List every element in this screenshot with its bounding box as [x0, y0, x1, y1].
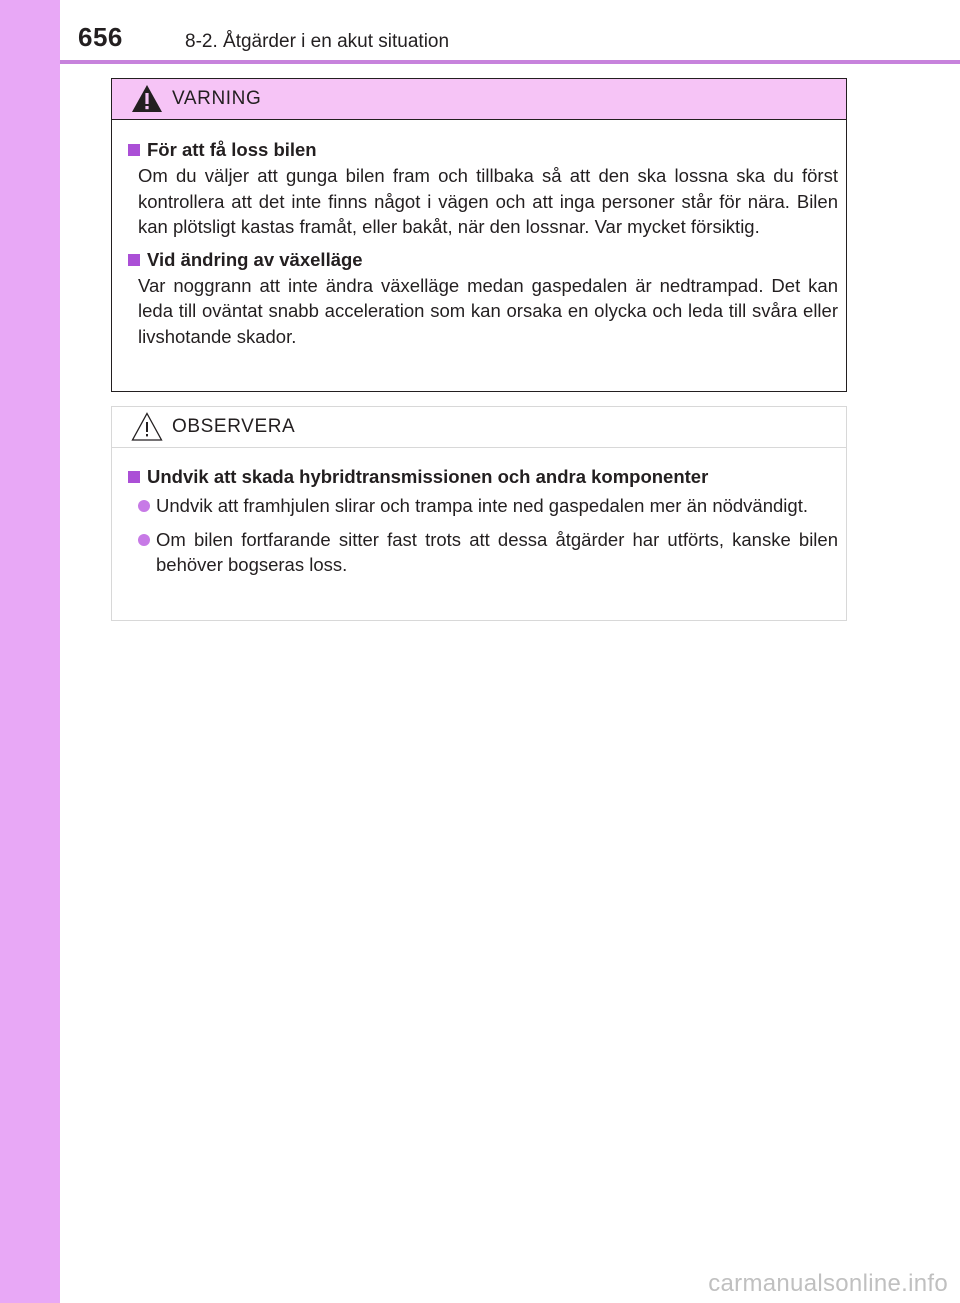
notice-triangle-icon	[130, 411, 164, 443]
bullet-text: Undvik att framhjulen slirar och trampa inte ned gaspedalen mer än nödvändigt.	[156, 495, 808, 516]
warning-triangle-icon	[130, 83, 164, 115]
section-heading: Undvik att skada hybridtransmissionen och andra komponenter	[147, 466, 709, 487]
notice-title: OBSERVERA	[172, 416, 296, 437]
square-marker-icon	[128, 144, 140, 156]
section-text: Var noggrann att inte ändra växelläge medan gaspedalen är nedtrampad. Det kan leda till oväntat snabb acceleration som kan orsaka en olycka och leda till svåra eller livshotande skador.	[138, 274, 838, 347]
notice-body	[112, 448, 846, 578]
header-divider	[60, 60, 960, 64]
chapter-title: 8-2. Åtgärder i en akut situation	[185, 31, 450, 52]
square-marker-icon	[128, 254, 140, 266]
page-number: 656	[78, 22, 123, 52]
warning-box-header	[112, 79, 846, 120]
warning-body	[112, 120, 846, 349]
bullet-text: Om bilen fortfarande sitter fast trots att dessa åtgärder har utförts, kanske bilen behöver bogseras loss.	[156, 528, 838, 575]
square-marker-icon	[128, 471, 140, 483]
warning-box	[111, 78, 847, 392]
warning-title: VARNING	[172, 88, 262, 109]
side-color-bar	[0, 0, 60, 1303]
list-item	[138, 527, 838, 578]
section-heading: För att få loss bilen	[147, 139, 317, 160]
watermark[interactable]: carmanualsonline.info	[708, 1270, 948, 1297]
notice-box	[111, 406, 847, 621]
bullet-dot-icon	[138, 534, 150, 546]
list-item	[138, 493, 838, 519]
bullet-dot-icon	[138, 500, 150, 512]
warning-section	[128, 247, 838, 350]
section-heading: Vid ändring av växelläge	[147, 248, 363, 270]
section-text: Om du väljer att gunga bilen fram och tillbaka så att den ska lossna ska du först kontrollera att det inte finns något i vägen och att inga personer står för nära. Bilen kan plötsligt kastas framåt, eller bakåt, när den lossnar. Var mycket försiktig.	[138, 165, 838, 237]
warning-section	[128, 137, 838, 240]
notice-box-header	[112, 407, 846, 448]
